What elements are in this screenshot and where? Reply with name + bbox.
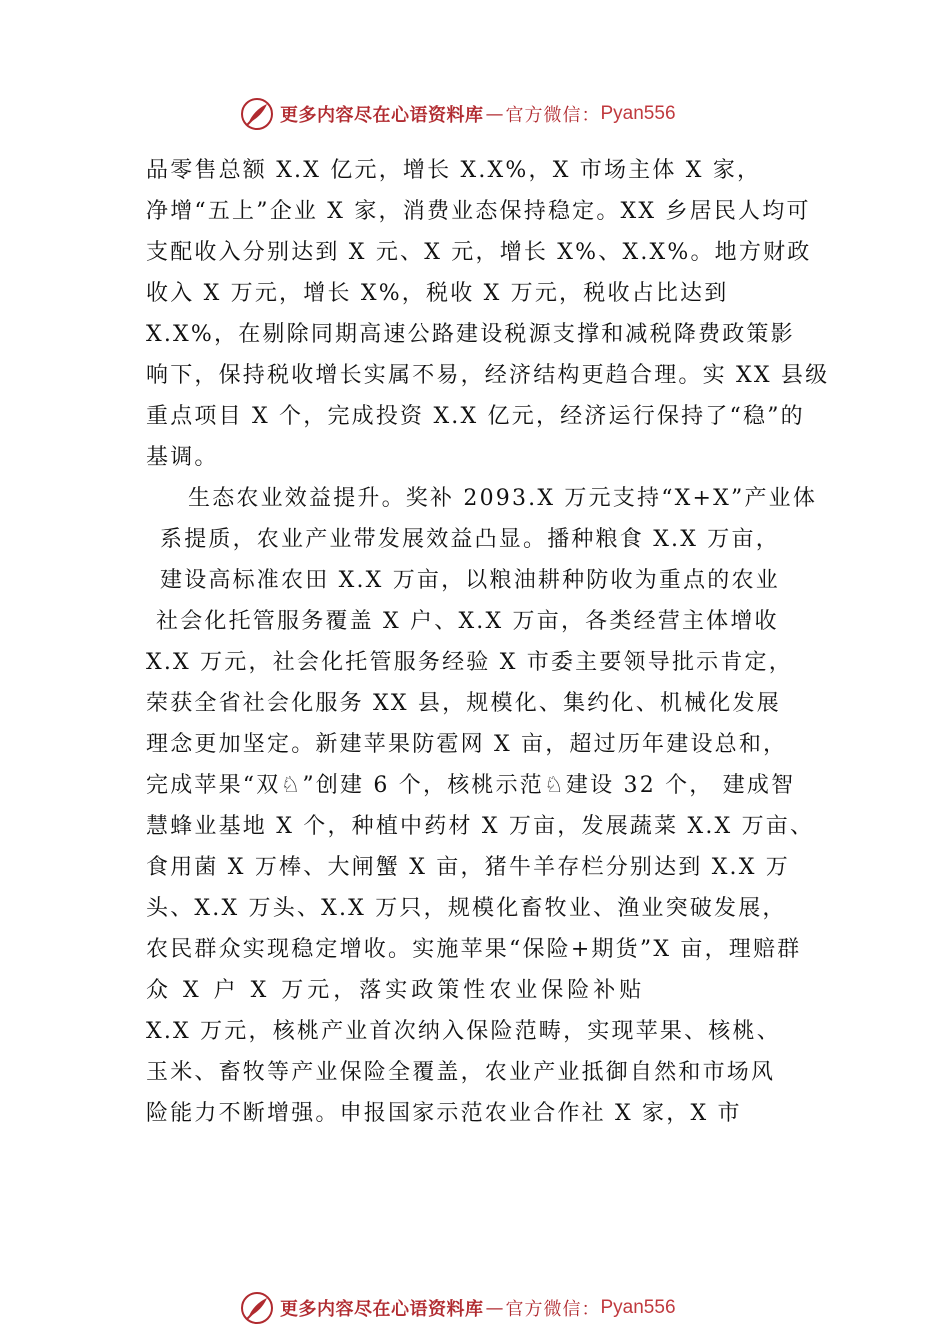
body-line: 头、X.X 万头、X.X 万只，规模化畜牧业、渔业突破发展，	[146, 896, 787, 921]
body-line: 完成苹果“双♘”创建 6 个，核桃示范♘建设 32 个， 建成智	[146, 773, 796, 798]
footer-slogan: 更多内容尽在心语资料库	[280, 1299, 484, 1320]
footer-wechat-id: Pyan556	[600, 1297, 676, 1318]
footer-banner	[240, 1290, 760, 1326]
body-line: 社会化托管服务覆盖 X 户、X.X 万亩，各类经营主体增收	[156, 609, 779, 634]
quill-logo-icon	[240, 97, 274, 131]
body-line: 净增“五上”企业 X 家，消费业态保持稳定。XX 乡居民人均可	[146, 199, 811, 224]
body-line: 农民群众实现稳定增收。实施苹果“保险+期货”X 亩，理赔群	[146, 937, 802, 962]
body-line: 重点项目 X 个，完成投资 X.X 亿元，经济运行保持了“稳”的	[146, 404, 805, 429]
body-line: 荣获全省社会化服务 XX 县，规模化、集约化、机械化发展	[146, 691, 781, 716]
body-line: 响下，保持税收增长实属不易，经济结构更趋合理。实 XX 县级	[146, 363, 830, 388]
body-line: 收入 X 万元，增长 X%，税收 X 万元，税收占比达到	[146, 281, 729, 306]
body-line: 险能力不断增强。申报国家示范农业合作社 X 家，X 市	[146, 1101, 742, 1126]
body-line: 品零售总额 X.X 亿元，增长 X.X%，X 市场主体 X 家，	[146, 158, 762, 183]
quill-logo-icon	[240, 1291, 274, 1325]
body-line: 系提质，农业产业带发展效益凸显。播种粮食 X.X 万亩，	[160, 527, 780, 552]
header-slogan: 更多内容尽在心语资料库	[280, 105, 484, 126]
body-line: 基调。	[146, 445, 219, 470]
body-line: 众 X 户 X 万元，落实政策性农业保险补贴	[146, 978, 646, 1003]
body-line: 玉米、畜牧等产业保险全覆盖，农业产业抵御自然和市场风	[146, 1060, 776, 1085]
body-line: 食用菌 X 万棒、大闸蟹 X 亩，猪牛羊存栏分别达到 X.X 万	[146, 855, 791, 880]
body-line: X.X%，在剔除同期高速公路建设税源支撑和减税降费政策影	[146, 322, 795, 347]
header-banner	[240, 96, 760, 132]
header-separator: —	[485, 103, 504, 125]
footer-separator: —	[485, 1297, 504, 1319]
header-wechat-label: 官方微信：	[505, 105, 601, 126]
body-line: 支配收入分别达到 X 元、X 元，增长 X%、X.X%。地方财政	[146, 240, 812, 265]
body-line: X.X 万元，核桃产业首次纳入保险范畴，实现苹果、核桃、	[146, 1019, 781, 1044]
body-line: 建设高标准农田 X.X 万亩，以粮油耕种防收为重点的农业	[160, 568, 780, 593]
footer-wechat-label: 官方微信：	[505, 1299, 601, 1320]
header-wechat-id: Pyan556	[600, 103, 676, 124]
body-line: X.X 万元，社会化托管服务经验 X 市委主要领导批示肯定，	[146, 650, 793, 675]
body-line: 理念更加坚定。新建苹果防雹网 X 亩，超过历年建设总和，	[146, 732, 788, 757]
body-line: 慧蜂业基地 X 个，种植中药材 X 万亩，发展蔬菜 X.X 万亩、	[146, 814, 815, 839]
body-line: 生态农业效益提升。奖补 2093.X 万元支持“X+X”产业体	[188, 486, 818, 511]
